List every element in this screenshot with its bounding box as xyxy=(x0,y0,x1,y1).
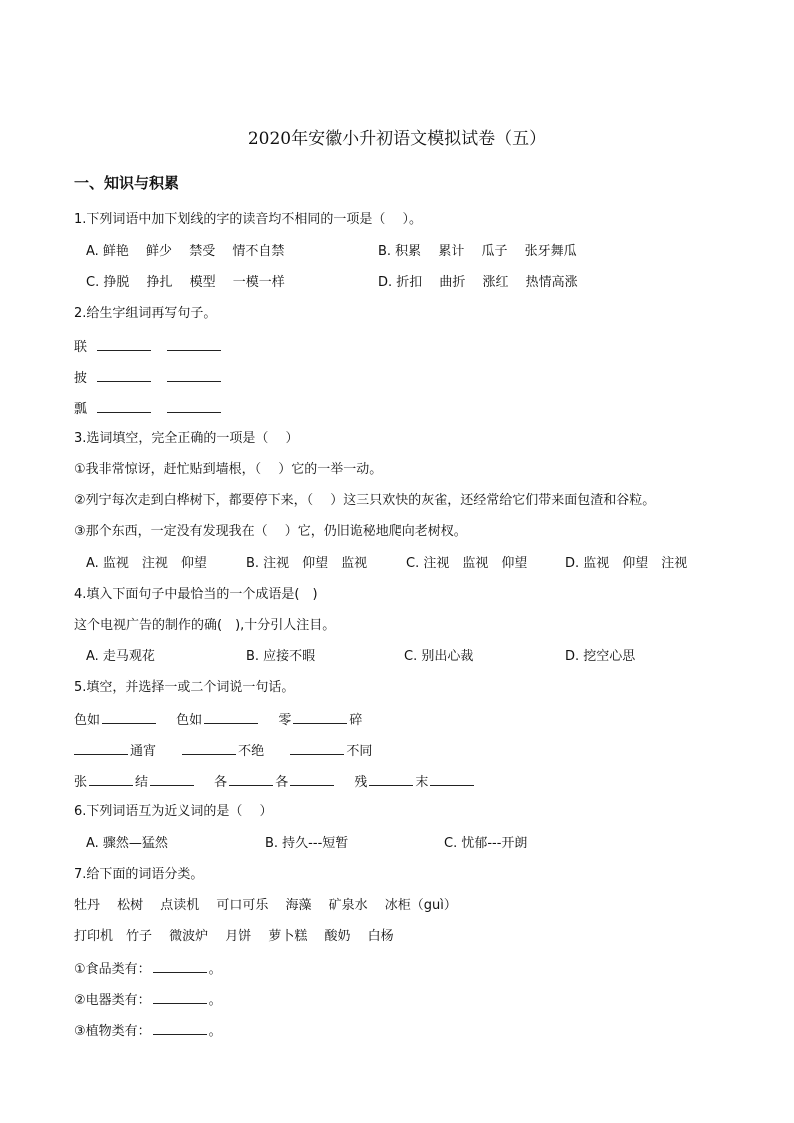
page-title: 2020年安徽小升初语文模拟试卷（五） xyxy=(247,129,547,149)
q5-row-1 xyxy=(74,711,362,729)
q7-food-label: ①食品类有： xyxy=(74,962,151,977)
answer-blank[interactable] xyxy=(290,773,334,786)
q6-option-a: A. 骤然—猛然 xyxy=(86,836,168,851)
q3-stem: 3.选词填空，完全正确的一项是（ ） xyxy=(74,431,299,446)
period: 。 xyxy=(208,993,222,1008)
q7-stem: 7.给下面的词语分类。 xyxy=(74,867,204,882)
answer-blank[interactable] xyxy=(204,711,258,724)
answer-blank[interactable] xyxy=(74,742,128,755)
answer-blank[interactable] xyxy=(167,338,221,351)
q5-row-2 xyxy=(74,742,372,760)
answer-blank[interactable] xyxy=(97,338,151,351)
q3-sentence-3: ③那个东西，一定没有发现我在（ ）它，仍旧诡秘地爬向老树杈。 xyxy=(74,524,467,539)
q7-appliance-label: ②电器类有： xyxy=(74,993,151,1008)
q2-char-3: 瓢 xyxy=(74,402,88,417)
q6-option-b: B. 持久---短暂 xyxy=(265,836,349,851)
q2-row-2 xyxy=(74,369,223,387)
answer-blank[interactable] xyxy=(150,773,194,786)
q4-option-d: D. 挖空心思 xyxy=(565,649,636,664)
q7-words-2: 打印机 竹子 微波炉 月饼 萝卜糕 酸奶 白杨 xyxy=(74,929,394,944)
q2-row-3 xyxy=(74,400,223,418)
q5-word: 不绝 xyxy=(238,744,265,759)
q2-stem: 2.给生字组词再写句子。 xyxy=(74,306,217,321)
answer-blank[interactable] xyxy=(167,369,221,382)
q3-option-b: B. 注视 仰望 监视 xyxy=(246,556,368,571)
q5-row-3 xyxy=(74,773,476,791)
q2-char-1: 联 xyxy=(74,340,88,355)
q5-word: 各 xyxy=(275,775,289,790)
q1-option-a: A. 鲜艳 鲜少 禁受 情不自禁 xyxy=(86,244,285,259)
answer-blank[interactable] xyxy=(430,773,474,786)
q7-food-row xyxy=(74,960,222,978)
q3-option-a: A. 监视 注视 仰望 xyxy=(86,556,207,571)
q5-word: 色如 xyxy=(176,713,203,728)
q2-row-1 xyxy=(74,338,223,356)
answer-blank[interactable] xyxy=(293,711,347,724)
q1-option-b: B. 积累 累计 瓜子 张牙舞瓜 xyxy=(378,244,577,259)
answer-blank[interactable] xyxy=(182,742,236,755)
answer-blank[interactable] xyxy=(89,773,133,786)
q7-appliance-row xyxy=(74,991,222,1009)
answer-blank[interactable] xyxy=(167,400,221,413)
q5-word: 结 xyxy=(135,775,149,790)
answer-blank[interactable] xyxy=(369,773,413,786)
q4-stem: 4.填入下面句子中最恰当的一个成语是( ) xyxy=(74,587,318,602)
q7-words-1: 牡丹 松树 点读机 可口可乐 海藻 矿泉水 冰柜（guì） xyxy=(74,898,457,913)
q2-char-2: 披 xyxy=(74,371,88,386)
q1-stem: 1.下列词语中加下划线的字的读音均不相同的一项是（ ）。 xyxy=(74,212,423,227)
answer-blank[interactable] xyxy=(153,1022,207,1035)
q6-option-c: C. 忧郁---开朗 xyxy=(444,836,528,851)
q4-option-b: B. 应接不暇 xyxy=(246,649,316,664)
q3-option-c: C. 注视 监视 仰望 xyxy=(406,556,528,571)
q5-word: 碎 xyxy=(349,713,363,728)
q1-option-d: D. 折扣 曲折 涨红 热情高涨 xyxy=(378,275,578,290)
q4-option-c: C. 别出心裁 xyxy=(404,649,474,664)
q6-stem: 6.下列词语互为近义词的是（ ） xyxy=(74,804,273,819)
answer-blank[interactable] xyxy=(97,400,151,413)
answer-blank[interactable] xyxy=(102,711,156,724)
q5-word: 通宵 xyxy=(130,744,157,759)
q5-word: 张 xyxy=(74,775,88,790)
q4-sentence: 这个电视广告的制作的确( ),十分引人注目。 xyxy=(74,618,336,633)
q3-sentence-1: ①我非常惊讶，赶忙贴到墙根，（ ）它的一举一动。 xyxy=(74,462,383,477)
answer-blank[interactable] xyxy=(290,742,344,755)
q5-word: 末 xyxy=(415,775,429,790)
q7-plant-label: ③植物类有： xyxy=(74,1024,151,1039)
section-heading: 一、知识与积累 xyxy=(74,174,180,192)
answer-blank[interactable] xyxy=(229,773,273,786)
q5-stem: 5.填空，并选择一或二个词说一句话。 xyxy=(74,680,295,695)
q7-plant-row xyxy=(74,1022,222,1040)
q5-word: 残 xyxy=(354,775,368,790)
q4-option-a: A. 走马观花 xyxy=(86,649,155,664)
q1-option-c: C. 挣脱 挣扎 模型 一模一样 xyxy=(86,275,285,290)
q3-option-d: D. 监视 仰望 注视 xyxy=(565,556,688,571)
q3-sentence-2: ②列宁每次走到白桦树下，都要停下来，（ ）这三只欢快的灰雀，还经常给它们带来面包渣和谷粒。 xyxy=(74,493,656,508)
answer-blank[interactable] xyxy=(153,960,207,973)
q5-word: 不同 xyxy=(346,744,373,759)
q5-word: 色如 xyxy=(74,713,101,728)
q5-word: 零 xyxy=(278,713,292,728)
answer-blank[interactable] xyxy=(153,991,207,1004)
period: 。 xyxy=(208,962,222,977)
answer-blank[interactable] xyxy=(97,369,151,382)
period: 。 xyxy=(208,1024,222,1039)
q5-word: 各 xyxy=(214,775,228,790)
